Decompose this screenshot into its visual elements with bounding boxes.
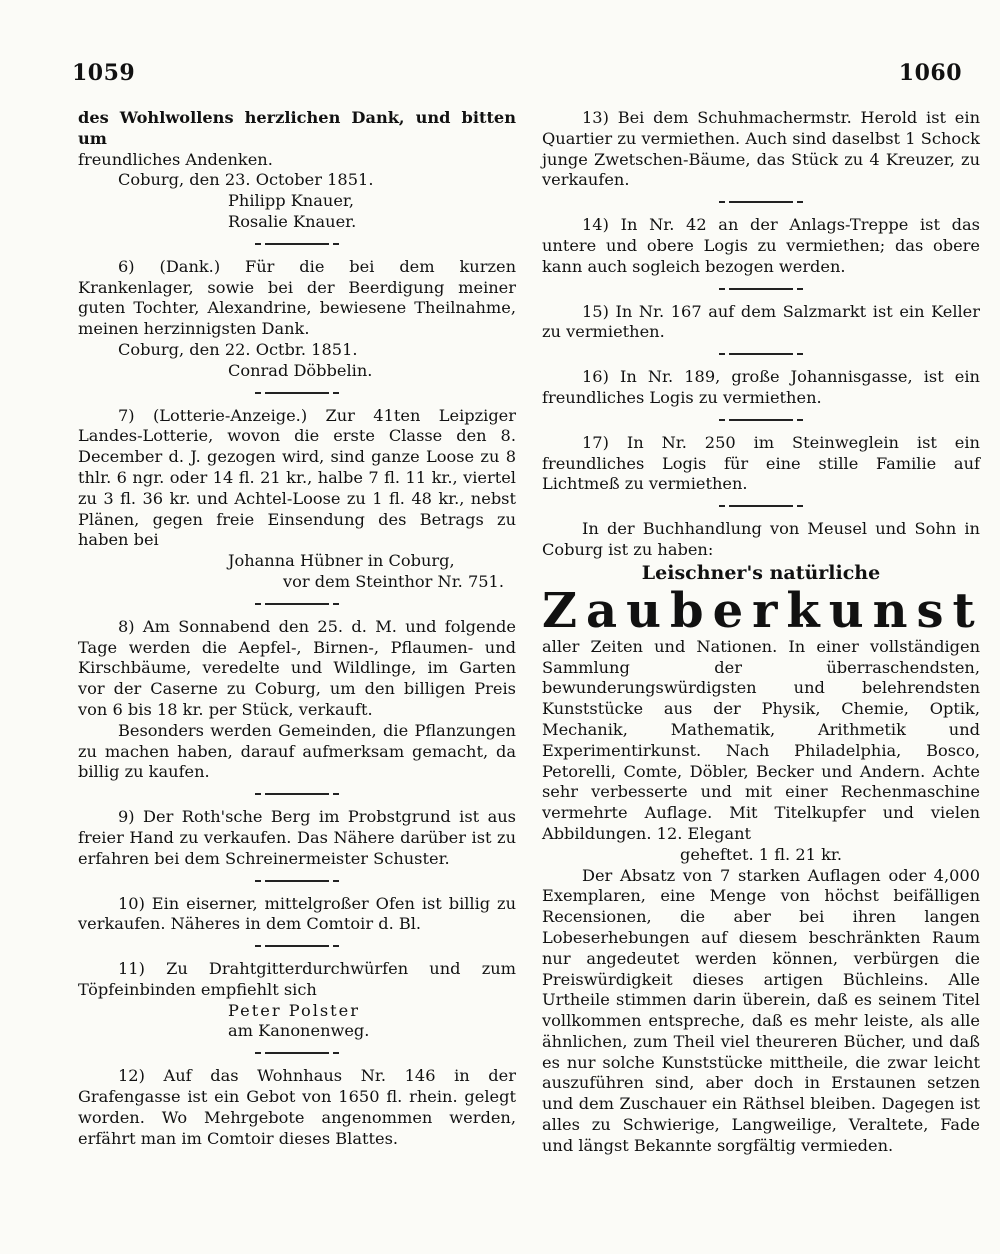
notice-13-text: 13) Bei dem Schuhmachermstr. Herold ist ein Quartier zu vermiethen. Auch sind daselbst 1 Schock junge Zwetschen-Bäume, das Stück zu 4 Kreuzer, zu verkaufen. — [542, 108, 980, 190]
notice-5-text-end: freundliches Andenken. — [78, 149, 273, 169]
notice-7-signature-2: vor dem Steinthor Nr. 751. — [283, 571, 505, 591]
notice-16-text: 16) In Nr. 189, große Johannisgasse, ist ein freundliches Logis zu vermiethen. — [542, 367, 980, 407]
notice-6-date: Coburg, den 22. Octbr. 1851. — [118, 339, 358, 359]
book-description: aller Zeiten und Nationen. In einer vollständigen Sammlung der überraschendsten, bewunderungswürdigsten und belehrendsten Kunststücke aus der Physik, Chemie, Optik, Mechanik, Mathematik, Arithmetik und Experimentirkunst. Nach Philadelphia, Bosco, Petorelli, Comte, Döbler, Becker und Andern. Achte sehr verbesserte und mit einer Rechenmaschine vermehrte Auflage. Mit Titelkupfer und vielen Abbildungen. 12. Elegant — [542, 636, 980, 843]
book-advertisement-intro: In der Buchhandlung von Meusel und Sohn in Coburg ist zu haben: — [542, 519, 980, 559]
notice-11-signature-1: Peter Polster — [228, 1000, 361, 1020]
page-number-right: 1060 — [898, 60, 962, 86]
notice-6-signature: Conrad Döbbelin. — [228, 360, 373, 380]
notice-14-text: 14) In Nr. 42 an der Anlags-Treppe ist das untere und obere Logis zu vermiethen; das obere kann auch sogleich bezogen werden. — [542, 215, 980, 276]
notice-7-signature-1: Johanna Hübner in Coburg, — [228, 551, 455, 571]
notice-12-text: 12) Auf das Wohnhaus Nr. 146 in der Grafengasse ist ein Gebot von 1650 fl. rhein. gelegt worden. Wo Mehrgebote angenommen werden, erfährt man im Comtoir dieses Blattes. — [78, 1066, 516, 1148]
separator-rule — [729, 505, 793, 507]
notice-5-signature-2: Rosalie Knauer. — [228, 211, 357, 231]
separator-rule — [265, 793, 329, 795]
separator-rule — [265, 1052, 329, 1054]
separator-rule — [729, 288, 793, 290]
notice-5-signature-1: Philipp Knauer, — [228, 191, 354, 211]
notice-11-text: 11) Zu Drahtgitterdurchwürfen und zum Töpfeinbinden empfiehlt sich — [78, 959, 516, 999]
right-column — [542, 108, 984, 1157]
separator-rule — [265, 392, 329, 394]
notice-6-text: 6) (Dank.) Für die bei dem kurzen Krankenlager, sowie bei der Beerdigung meiner guten Tochter, Alexandrine, bewiesene Theilnahme, meinen herzinnigsten Dank. — [78, 256, 516, 339]
separator-rule — [265, 243, 329, 245]
notice-5-date: Coburg, den 23. October 1851. — [118, 170, 374, 190]
notice-10-text: 10) Ein eiserner, mittelgroßer Ofen ist billig zu verkaufen. Näheres in dem Comtoir d. Bl. — [78, 893, 516, 934]
notice-15-text: 15) In Nr. 167 auf dem Salzmarkt ist ein Keller zu vermiethen. — [542, 301, 980, 342]
left-column — [78, 108, 516, 1149]
separator-rule — [729, 353, 793, 355]
notice-7-text: 7) (Lotterie-Anzeige.) Zur 41ten Leipziger Landes-Lotterie, wovon die erste Classe den 8. December d. J. gezogen wird, sind ganze Loose zu 8 thlr. 6 ngr. oder 14 fl. 21 kr., halbe 7 fl. 11 kr., viertel zu 3 fl. 36 kr. und Achtel-Loose zu 1 fl. 48 kr., nebst Plänen, gegen freie Einsendung des Betrags zu haben bei — [78, 405, 516, 550]
notice-8-addendum: Besonders werden Gemeinden, die Pflanzungen zu machen haben, darauf aufmerksam gemacht, da billig zu kaufen. — [78, 720, 516, 782]
book-title-large: Zauberkunst — [542, 582, 984, 639]
notice-5-text: des Wohlwollens herzlichen Dank, und bitten um — [78, 108, 516, 148]
separator-rule — [265, 603, 329, 605]
notice-8-text: 8) Am Sonnabend den 25. d. M. und folgende Tage werden die Aepfel-, Birnen-, Pflaumen- und Kirschbäume, veredelte und Wildlinge, im Garten vor der Caserne zu Coburg, um den billigen Preis von 6 bis 18 kr. per Stück, verkauft. — [78, 616, 516, 719]
separator-rule — [729, 419, 793, 421]
notice-17-text: 17) In Nr. 250 im Steinweglein ist ein freundliches Logis für eine stille Familie auf Lichtmeß zu vermiethen. — [542, 432, 980, 494]
separator-rule — [729, 201, 793, 203]
book-title: Leischner's natürliche — [641, 561, 881, 584]
page-number-left: 1059 — [72, 60, 136, 86]
book-review-paragraph: Der Absatz von 7 starken Auflagen oder 4,000 Exemplaren, eine Menge von höchst beifälligen Recensionen, die aber bei ihren langen Lobeserhebungen auf diesem beschränkten Raum nur angedeutet werden können, verbürgen die Preiswürdigkeit dieses artigen Büchleins. Alle Urtheile stimmen darin überein, daß es seinem Titel vollkommen entspreche, daß es mehr leiste, als alle ähnlichen, zum Theil viel theureren Bücher, und daß es nur solche Kunststücke mittheile, die zwar leicht auszuführen sind, aber doch in Erstaunen setzen und dem Zuschauer ein Räthsel bleiben. Dagegen ist alles zu Schwierige, Langweilige, Veraltete, Fade und längst Bekannte sorgfältig vermieden. — [542, 865, 980, 1155]
separator-rule — [265, 945, 329, 947]
separator-rule — [265, 880, 329, 882]
notice-11-signature-2: am Kanonenweg. — [228, 1021, 370, 1041]
notice-9-text: 9) Der Roth'sche Berg im Probstgrund ist aus freier Hand zu verkaufen. Das Nähere darüber ist zu erfahren bei dem Schreinermeister Schuster. — [78, 807, 516, 868]
book-price: geheftet. 1 fl. 21 kr. — [679, 844, 842, 864]
